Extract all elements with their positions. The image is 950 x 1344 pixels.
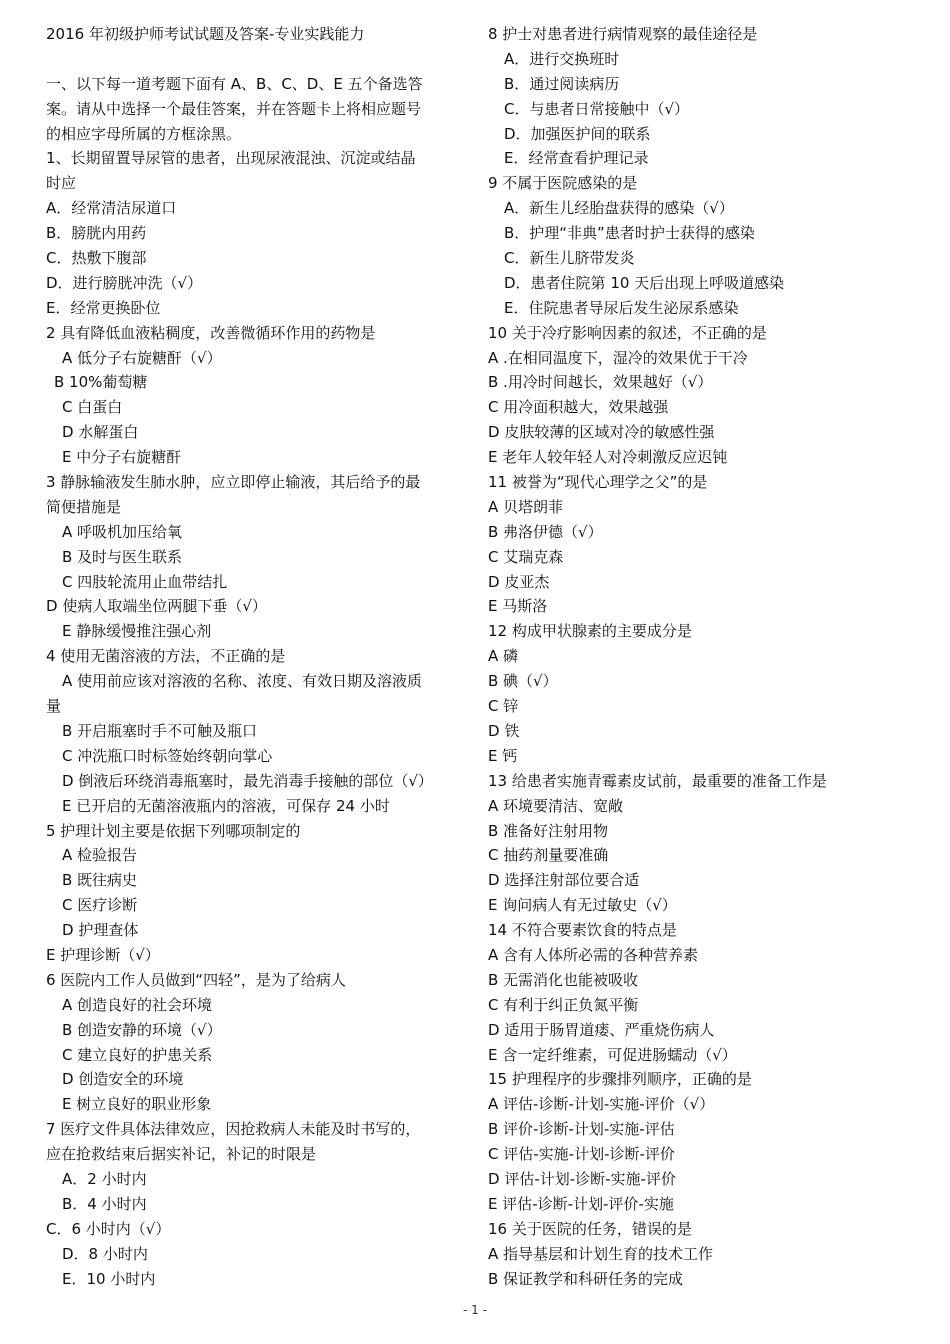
text-line: D．8 小时内 — [62, 1244, 148, 1263]
text-line: A．2 小时内 — [62, 1169, 147, 1188]
text-line: D 适用于肠胃道瘘、严重烧伤病人 — [488, 1020, 715, 1039]
text-line: A 评估-诊断-计划-实施-评价（√） — [488, 1095, 715, 1114]
text-line: D 评估-计划-诊断-实施-评价 — [488, 1169, 676, 1188]
text-line: E．住院患者导尿后发生泌尿系感染 — [504, 298, 739, 317]
text-line: B 10%葡萄糖 — [54, 373, 148, 392]
text-line: C．6 小时内（√） — [46, 1219, 171, 1238]
text-line: C 艾瑞克森 — [488, 547, 564, 566]
text-line: 7 医疗文件具体法律效应，因抢救病人未能及时书写的， — [46, 1120, 421, 1139]
right-question-list — [488, 22, 918, 1291]
text-line: A．经常清洁尿道口 — [46, 199, 177, 218]
text-line: 15 护理程序的步骤排列顺序，正确的是 — [488, 1070, 752, 1089]
text-line: D 皮亚杰 — [488, 572, 550, 591]
left-column — [46, 22, 476, 1291]
text-line: E．经常更换卧位 — [46, 298, 161, 317]
text-line: C 建立良好的护患关系 — [62, 1045, 213, 1064]
text-line: E．10 小时内 — [62, 1269, 156, 1288]
text-line: B．护理“非典”患者时护士获得的感染 — [504, 224, 755, 243]
text-line: 6 医院内工作人员做到“四轻”，是为了给病人 — [46, 970, 346, 989]
text-line: E 钙 — [488, 746, 518, 765]
text-line: A 贝塔朗菲 — [488, 497, 564, 516]
text-line: A 磷 — [488, 647, 519, 666]
text-line: 量 — [46, 697, 62, 716]
text-line: D 创造安全的环境 — [62, 1070, 184, 1089]
text-line: E 马斯洛 — [488, 597, 548, 616]
text-line: E 树立良好的职业形象 — [62, 1095, 212, 1114]
text-line: C 四肢轮流用止血带结扎 — [62, 572, 228, 591]
text-line: E 询问病人有无过敏史（√） — [488, 896, 677, 915]
document-title: 2016 年初级护师考试试题及答案-专业实践能力 — [46, 25, 365, 43]
text-line: D．加强医护间的联系 — [504, 124, 651, 143]
text-line: B 准备好注射用物 — [488, 821, 609, 840]
right-column — [488, 22, 918, 1291]
text-line: C 冲洗瓶口时标签始终朝向掌心 — [62, 746, 273, 765]
text-line: C．新生儿脐带发炎 — [504, 249, 635, 268]
text-line: D 护理查体 — [62, 921, 139, 940]
page-number: - 1 - — [463, 1303, 487, 1317]
text-line: 14 不符合要素饮食的特点是 — [488, 921, 677, 940]
text-line: E 护理诊断（√） — [46, 945, 160, 964]
text-line: C 有利于纠正负氮平衡 — [488, 995, 639, 1014]
text-line: B 无需消化也能被吸收 — [488, 970, 639, 989]
text-line: 2 具有降低血液粘稠度，改善微循环作用的药物是 — [46, 323, 376, 342]
text-line: B 开启瓶塞时手不可触及瓶口 — [62, 721, 258, 740]
text-line: C．热敷下腹部 — [46, 249, 147, 268]
text-line: A 低分子右旋糖酐（√） — [62, 348, 222, 367]
text-line: B 弗洛伊德（√） — [488, 522, 603, 541]
text-line: A 使用前应该对溶液的名称、浓度、有效日期及溶液质 — [62, 672, 423, 691]
text-line: 16 关于医院的任务，错误的是 — [488, 1219, 692, 1238]
text-line: 13 给患者实施青霉素皮试前，最重要的准备工作是 — [488, 771, 827, 790]
text-line: B 及时与医生联系 — [62, 547, 183, 566]
text-line: D．进行膀胱冲洗（√） — [46, 273, 203, 292]
intro-line: 案。请从中选择一个最佳答案，并在答题卡上将相应题号 — [46, 99, 422, 118]
text-line: 5 护理计划主要是依据下列哪项制定的 — [46, 821, 301, 840]
text-line: 8 护士对患者进行病情观察的最佳途径是 — [488, 25, 758, 43]
text-line: A .在相同温度下，湿冷的效果优于干冷 — [488, 348, 748, 367]
text-line: A 指导基层和计划生育的技术工作 — [488, 1244, 714, 1263]
text-line: E 老年人较年轻人对冷刺激反应迟钝 — [488, 448, 728, 467]
text-line: B 碘（√） — [488, 672, 558, 691]
text-line: 11 被誉为“现代心理学之父”的是 — [488, 473, 708, 492]
text-line: D 使病人取端坐位两腿下垂（√） — [46, 597, 267, 616]
text-line: C 评估-实施-计划-诊断-评价 — [488, 1145, 675, 1164]
text-line: D 铁 — [488, 721, 520, 740]
text-line: A 呼吸机加压给氧 — [62, 522, 183, 541]
text-line: 时应 — [46, 174, 77, 193]
text-line: 应在抢救结束后据实补记，补记的时限是 — [46, 1145, 317, 1164]
text-line: E．经常查看护理记录 — [504, 149, 649, 168]
text-line: D 水解蛋白 — [62, 423, 139, 442]
text-line: A．进行交换班时 — [504, 49, 620, 68]
text-line: C 医疗诊断 — [62, 896, 138, 915]
text-line: E 中分子右旋糖酐 — [62, 448, 182, 467]
text-line: 简便措施是 — [46, 497, 122, 516]
intro-line: 的相应字母所属的方框涂黑。 — [46, 124, 242, 143]
text-line: B 创造安静的环境（√） — [62, 1020, 222, 1039]
text-line: D 倒液后环绕消毒瓶塞时，最先消毒手接触的部位（√） — [62, 771, 433, 790]
text-line: E 含一定纤维素，可促进肠蠕动（√） — [488, 1045, 737, 1064]
text-line: A 含有人体所必需的各种营养素 — [488, 945, 699, 964]
text-line: D 皮肤较薄的区域对冷的敏感性强 — [488, 423, 715, 442]
text-line: B．膀胱内用药 — [46, 224, 147, 243]
text-line: 4 使用无菌溶液的方法，不正确的是 — [46, 647, 286, 666]
text-line: B .用冷时间越长，效果越好（√） — [488, 373, 713, 392]
text-line: E 静脉缓慢推注强心剂 — [62, 622, 212, 641]
text-line: C 抽药剂量要准确 — [488, 846, 609, 865]
text-line: C 白蛋白 — [62, 398, 123, 417]
text-line: 1、长期留置导尿管的患者，出现尿液混浊、沉淀或结晶 — [46, 149, 416, 168]
intro-line: 一、以下每一道考题下面有 A、B、C、D、E 五个备选答 — [46, 74, 423, 93]
intro-paragraph — [46, 72, 476, 147]
text-line: E 评估-诊断-计划-评价-实施 — [488, 1194, 674, 1213]
text-line: C 锌 — [488, 697, 519, 716]
text-line: 3 静脉输液发生肺水肿，应立即停止输液，其后给予的最 — [46, 473, 421, 492]
text-line: B 既往病史 — [62, 871, 138, 890]
text-line: A 创造良好的社会环境 — [62, 995, 213, 1014]
text-line: C．与患者日常接触中（√） — [504, 99, 690, 118]
text-line: 10 关于冷疗影响因素的叙述，不正确的是 — [488, 323, 767, 342]
text-line: B 评价-诊断-计划-实施-评估 — [488, 1120, 675, 1139]
text-line: B．4 小时内 — [62, 1194, 147, 1213]
left-question-list — [46, 146, 476, 1291]
text-line: C 用冷面积越大，效果越强 — [488, 398, 669, 417]
text-line: A．新生儿经胎盘获得的感染（√） — [504, 199, 734, 218]
text-line: A 环境要清洁、宽敞 — [488, 796, 624, 815]
text-line: 9 不属于医院感染的是 — [488, 174, 638, 193]
text-line: 12 构成甲状腺素的主要成分是 — [488, 622, 692, 641]
text-line: E 已开启的无菌溶液瓶内的溶液，可保存 24 小时 — [62, 796, 390, 815]
text-line: B．通过阅读病历 — [504, 74, 620, 93]
text-line: B 保证教学和科研任务的完成 — [488, 1269, 684, 1288]
text-line: A 检验报告 — [62, 846, 138, 865]
text-line: D 选择注射部位要合适 — [488, 871, 640, 890]
text-line: D．患者住院第 10 天后出现上呼吸道感染 — [504, 273, 785, 292]
